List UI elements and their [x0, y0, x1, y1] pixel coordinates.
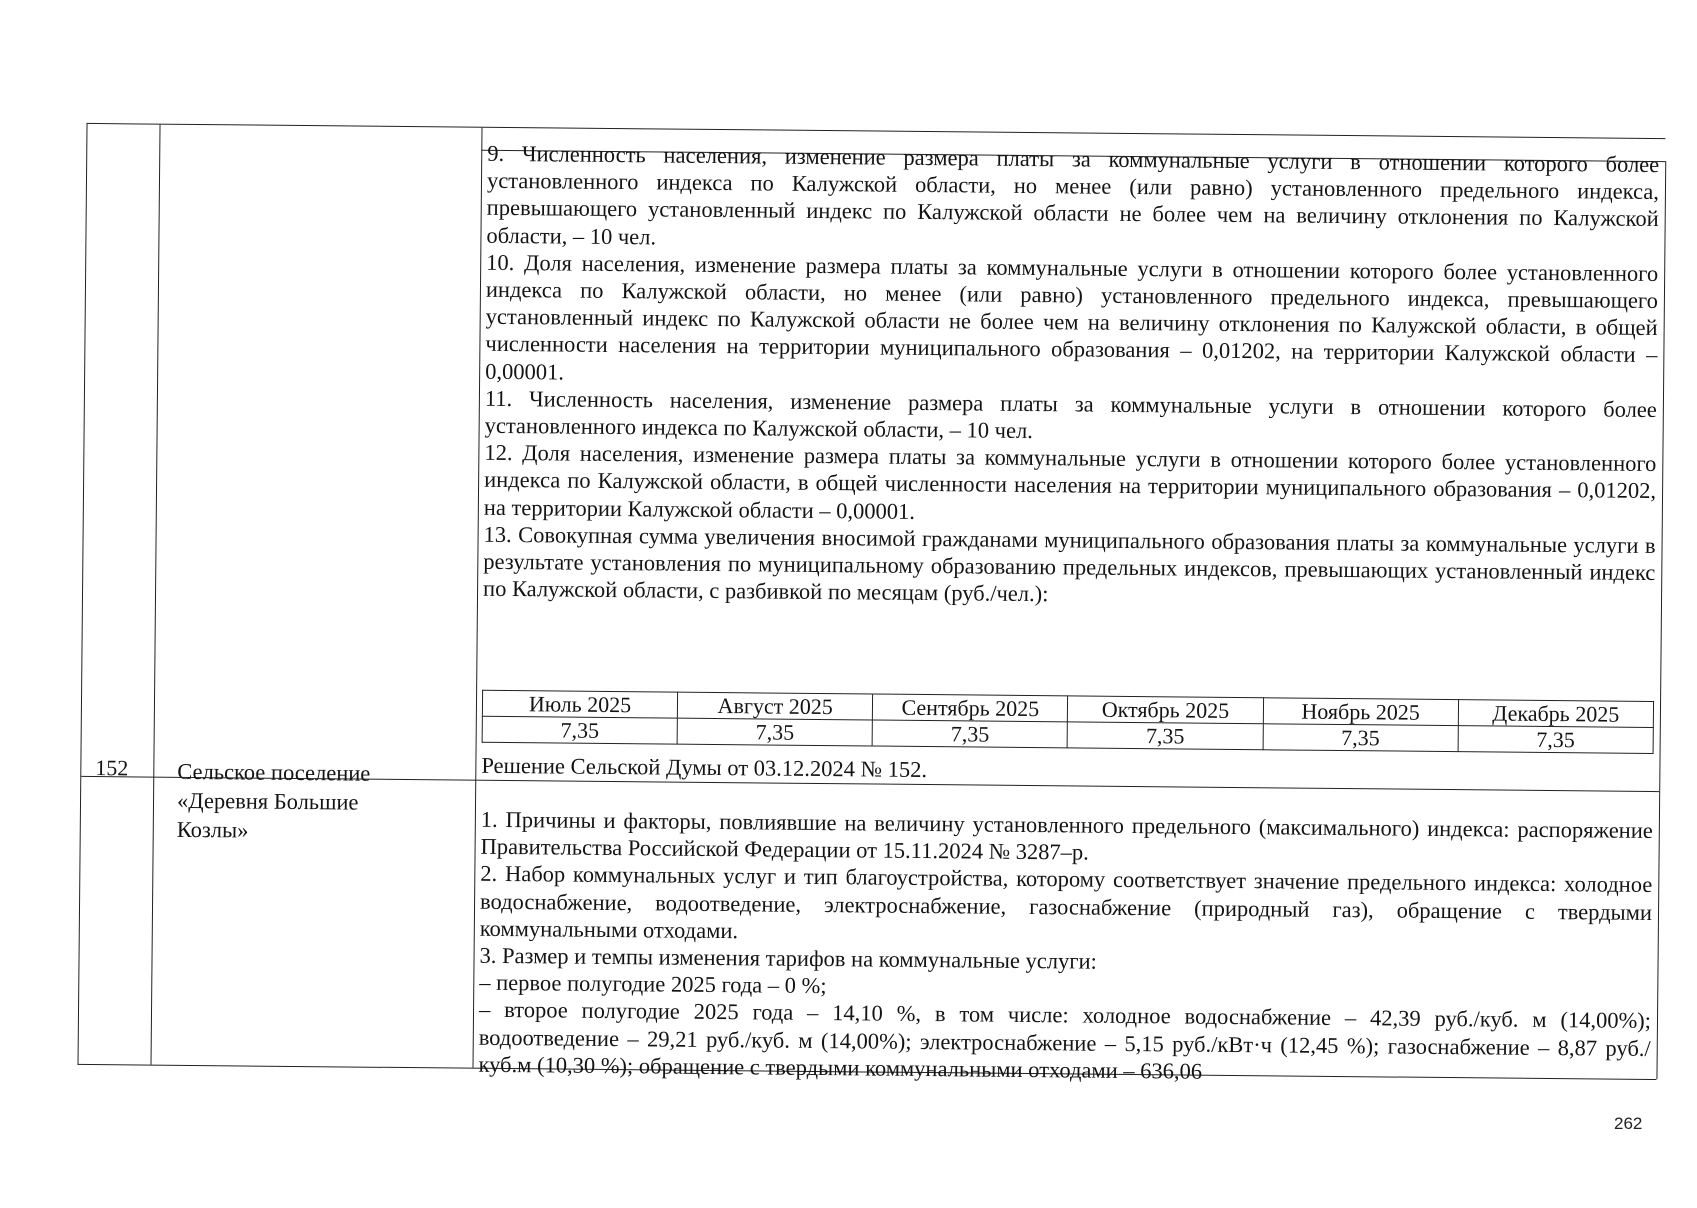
row-152-text: [478, 806, 1653, 1089]
month-header: Сентябрь 2025: [873, 694, 1068, 722]
paragraph-1: 1. Причины и факторы, повлиявшие на величину установленного предельного (максимального) индекса: распоряжение Правительства Российской Федерации от 15.11.2024 № 3287–р.: [480, 806, 1653, 865]
month-value: 7,35: [482, 716, 677, 744]
paragraph-3: 3. Размер и темпы изменения тарифов на коммунальные услуги:: [479, 942, 1097, 974]
tariff-second-half: – второе полугодие 2025 года – 14,10 %, в том числе: холодное водоснабжение – 42,39 руб./куб. м (14,00%); водоотведение – 29,21 руб./куб. м (14,00%); электроснабжение – 5,15 руб./кВт·ч (12,45 %); газоснабжение – 8,87 руб./куб.м (10,30 %); обращение с твердыми коммунальными отходами – 636,06: [478, 997, 1652, 1084]
column-divider-number: [151, 125, 161, 1065]
page-number: 262: [1614, 1114, 1643, 1133]
month-value: 7,35: [1458, 726, 1653, 754]
decision-reference: Решение Сельской Думы от 03.12.2024 № 152.: [481, 752, 928, 783]
table-frame: [78, 123, 1666, 1084]
paragraph-2: 2. Набор коммунальных услуг и тип благоустройства, которому соответствует значение предельного индекса: холодное водоснабжение, водоотведение, электроснабжение, газоснабжение (природный газ), обращение с твердыми коммунальными отходами.: [479, 861, 1653, 944]
paragraph-12: 12. Доля населения, изменение размера платы за коммунальные услуги в отношении которого более установленного индекса по Калужской области, в общей численности населения на территории муниципального образования – 0,01202, на территории Калужской области – 0,00001.: [483, 440, 1657, 524]
monthly-amount-table: [482, 690, 1654, 754]
row-number: 152: [95, 755, 129, 781]
continuation-cell-text: [483, 140, 1659, 614]
paragraph-11: 11. Численность населения, изменение размера платы за коммунальные услуги в отношении которого более установленного индекса по Калужской области, – 10 чел.: [484, 385, 1657, 444]
month-value: 7,35: [1263, 724, 1458, 752]
month-header: Август 2025: [678, 692, 873, 720]
month-header: Октябрь 2025: [1068, 696, 1263, 724]
month-header: Декабрь 2025: [1458, 700, 1653, 728]
month-value: 7,35: [872, 720, 1067, 748]
paragraph-13: 13. Совокупная сумма увеличения вносимой гражданами муниципального образования платы за коммунальные услуги в результате установления по муниципальному образованию предельных индексов, превышающих установленный индекс по Калужской области, с разбивкой по месяцам (руб./чел.):: [482, 521, 1656, 607]
paragraph-9: 9. Численность населения, изменение размера платы за коммунальные услуги в отношении которого более установленного индекса по Калужской области, но менее (или равно) установленного предельного индекса, превышающего установленный индекс по Калужской области не более чем на величину отклонения по Калужской области, – 10 чел.: [486, 140, 1660, 250]
municipality-name: Сельское поселение «Деревня Большие Козлы»: [176, 758, 371, 843]
month-header: Ноябрь 2025: [1263, 698, 1458, 726]
month-value: 7,35: [677, 718, 872, 746]
tariff-first-half: – первое полугодие 2025 года – 0 %;: [479, 969, 827, 999]
month-header: Июль 2025: [482, 690, 677, 718]
month-value: 7,35: [1068, 722, 1263, 750]
paragraph-10: 10. Доля населения, изменение размера платы за коммунальные услуги в отношении которого более установленного индекса по Калужской области, но менее (или равно) установленного предельного индекса, превышающего установленный индекс по Калужской области не более чем на величину отклонения по Калужской области, в общей численности населения на территории муниципального образования – 0,01202, на территории Калужской области – 0,00001.: [485, 249, 1659, 385]
